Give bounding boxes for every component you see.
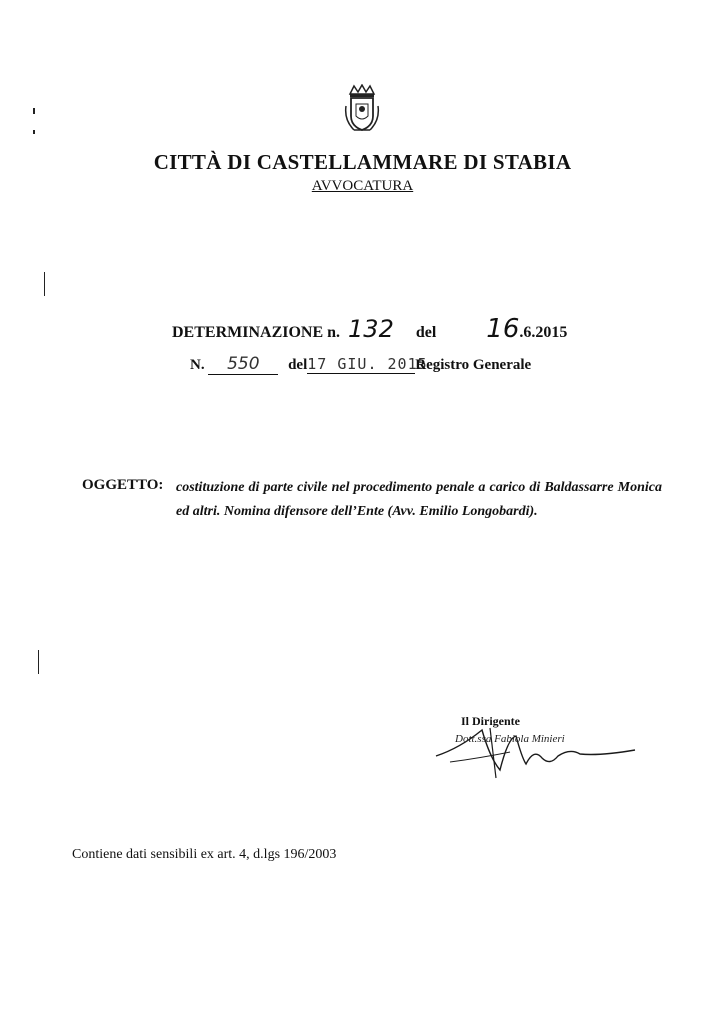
- register-del-label: del: [288, 357, 308, 373]
- determination-label: DETERMINAZIONE n.: [172, 324, 341, 341]
- register-label: N.: [190, 357, 205, 373]
- determination-number: 132: [348, 315, 394, 343]
- privacy-note: Contiene dati sensibili ex art. 4, d.lgs 196/2003: [72, 847, 337, 862]
- subject-text: costituzione di parte civile nel procedimento penale a carico di Baldassarre Monica ed altri. Nomina difensore dell’Ente (Avv. Emilio Longobardi).: [176, 480, 662, 519]
- signer-title: Il Dirigente: [461, 714, 520, 728]
- register-line: [190, 354, 531, 375]
- determination-line: [172, 314, 567, 344]
- municipal-crest-icon: [342, 84, 382, 136]
- signer-name: Dott.ssa Fabiola Minieri: [455, 733, 565, 745]
- register-number: 550: [208, 354, 278, 375]
- subject-label: OGGETTO:: [82, 477, 164, 493]
- scan-mark: [33, 130, 35, 134]
- determination-date-suffix: .6.2015: [519, 324, 568, 341]
- office-label: AVVOCATURA: [311, 178, 414, 194]
- determination-day: 16: [486, 314, 520, 344]
- determination-del-label: del: [415, 324, 437, 341]
- office-title: [0, 178, 725, 195]
- register-stamp-date: 17 GIU. 2015: [307, 355, 428, 373]
- scan-mark: [44, 272, 45, 296]
- scan-mark: [38, 650, 39, 674]
- city-title: CITTÀ DI CASTELLAMMARE DI STABIA: [153, 150, 572, 174]
- register-suffix: Registro Generale: [415, 357, 532, 373]
- scan-mark: [33, 108, 35, 114]
